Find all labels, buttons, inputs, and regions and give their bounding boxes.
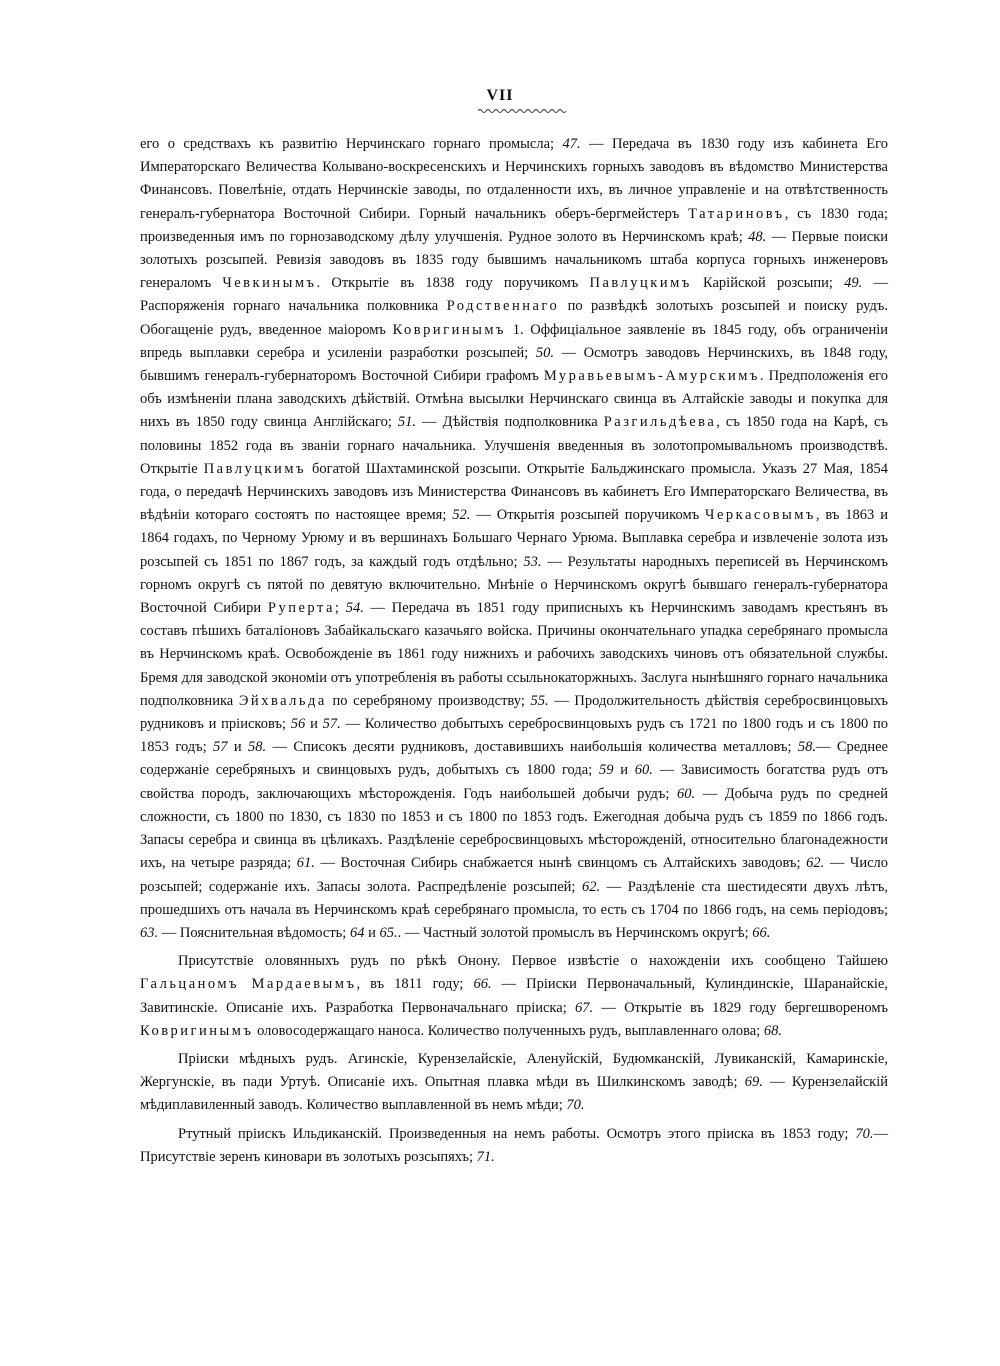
page-reference: 55. — [530, 692, 549, 709]
page-reference: 47. — [562, 136, 581, 152]
page-reference: 61. — [296, 855, 315, 872]
page-reference: 56 — [290, 716, 306, 733]
text-segment: , въ 1863 и 1864 годахъ, по Черному Урюму и въ вершинахъ Большаго Чернаго Урюма. Выплавка серебра и извлеченіе золота изъ розсыпей съ 1851 по 1867 годъ, за каждый годъ отдѣльно; — [140, 507, 888, 570]
text-segment: — Курензелайскій мѣдиплавиленный заводъ. Количество выплавленной въ немъ мѣди; — [140, 1074, 888, 1114]
text-segment: — Добыча рудъ по средней сложности, съ 1800 по 1830, съ 1830 по 1853 и съ 1800 по 1853 годъ. Ежегодная добыча рудъ съ 1859 по 1866 годъ. Запасы серебра и свинца въ цѣликахъ. Раздѣленіе серебросвинцовыхъ мѣсторожденій, относительно благонадежности ихъ, на четыре разряда; — [140, 785, 888, 872]
page-reference: 66. — [752, 924, 771, 941]
spaced-name: Разгильдѣева — [603, 414, 717, 431]
text-segment: — Открытіе въ 1829 году бергешвореномъ — [593, 999, 888, 1016]
text-segment: — Списокъ десяти рудниковъ, доставившихъ наибольшія количества металловъ; — [266, 739, 798, 756]
text-segment: . Предположенія его объ измѣненіи плана заводскихъ дѣйствій. Отмѣна высылки Нерчинскаго свинца въ Алтайскіе заводы и покупка для нихъ въ 1850 году свинца Англійскаго; — [140, 368, 889, 431]
page-reference: 60. — [677, 785, 696, 802]
page-reference: 51. — [397, 414, 417, 431]
text-segment: по серебряному производству; — [326, 692, 531, 709]
page-reference: 71. — [476, 1148, 495, 1165]
text-segment: — Передача въ 1830 году изъ кабинета Его Императорскаго Величества Колывано-воскресенскихъ и Нерчинскихъ горныхъ заводовъ въ вѣдомство Министерства Финансовъ. Повелѣніе, отдать Нерчинскіе заводы, по отдаленности ихъ, въ личное управленіе и на отвѣтственность генералъ-губернатора Восточной Сибири. Горный начальникъ оберъ-бергмейстеръ — [140, 136, 888, 222]
text-segment: — Результаты народныхъ переписей въ Нерчинскомъ горномъ округѣ съ пятой по девятую включительно. Мнѣніе о Нерчинскомъ округѣ бывшаго генералъ-губернатора Восточной Сибири — [140, 553, 888, 617]
spaced-name: Павлуцкимъ — [589, 275, 692, 292]
text-segment: . — Частный золотой промыслъ въ Нерчинскомъ округѣ; — [397, 924, 753, 941]
text-segment: и — [227, 739, 248, 756]
text-segment: — Пріиски Первоначальный, Кулиндинскіе, Шаранайскіе, Завитинскіе. Описаніе ихъ. Разработка Первоначальнаго пріиска; — [140, 976, 888, 1016]
text-segment: — Пояснительная вѣдомость; — [158, 924, 350, 941]
page-reference: 50. — [535, 344, 555, 361]
page-reference: 53. — [523, 553, 542, 570]
text-segment: оловосодержащаго наноса. Количество полученныхъ рудъ, выплавленнаго олова; — [253, 1022, 764, 1039]
spaced-name: Эйхвальда — [238, 692, 327, 709]
page-reference: 70. — [566, 1097, 585, 1114]
text-segment: — Количество добытыхъ серебросвинцовыхъ рудъ съ 1721 по 1800 годъ и съ 1800 по 1853 годъ; — [140, 716, 888, 756]
spaced-name: Гальцаномъ Мардаевымъ — [140, 976, 357, 993]
text-segment: по развѣдкѣ золотыхъ розсыпей и поиску рудъ. Обогащеніе рудъ, введенное маіоромъ — [140, 298, 888, 338]
spaced-name: Черкасовымъ — [705, 507, 816, 524]
page-reference: 63. — [140, 924, 159, 941]
text-segment: — Дѣйствія подполковника — [416, 414, 604, 431]
page-reference: 65. — [379, 924, 398, 941]
page-reference: 70. — [855, 1125, 874, 1142]
text-segment: — Число розсыпей; содержаніе ихъ. Запасы золота. Распредѣленіе розсыпей; — [140, 855, 889, 895]
header-ornament — [478, 108, 566, 114]
paragraph — [140, 133, 888, 945]
spaced-name: Ковригинымъ — [140, 1022, 254, 1039]
page-reference: 59 — [598, 762, 614, 779]
text-segment: — Распоряженія горнаго начальника полковника — [140, 275, 888, 315]
spaced-name: Муравьевымъ-Амурскимъ — [543, 368, 760, 385]
text-segment: — Первые поиски золотыхъ розсыпей. Ревизія заводовъ въ 1835 году бывшимъ начальникомъ штаба корпуса горныхъ инженеровъ генераломъ — [140, 228, 888, 292]
text-segment: Пріиски мѣдныхъ рудъ. Агинскіе, Курензелайскіе, Аленуйскій, Будюмканскій, Лувиканскій, Камаринскіе, Жергунскіе, въ пади Уртуѣ. Описаніе ихъ. Опытная плавка мѣди въ Шилкинскомъ заводѣ; — [140, 1050, 888, 1091]
text-segment: — Открытія розсыпей поручикомъ — [470, 507, 706, 524]
page-reference: 60. — [634, 762, 653, 779]
text-segment: Ртутный пріискъ Ильдиканскій. Произведенныя на немъ работы. Осмотръ этого пріиска въ 1853 году; — [178, 1125, 856, 1142]
text-segment: — Восточная Сибирь снабжается нынѣ свинцомъ съ Алтайскихъ заводовъ; — [314, 855, 807, 872]
page-reference: 58. — [248, 739, 267, 756]
text-segment: — Продолжительность дѣйствія серебросвинцовыхъ рудниковъ и пріисковъ; — [140, 692, 888, 733]
text-segment: — Зависимость богатства рудъ отъ свойства породъ, заключающихъ мѣсторожденія. Годъ наибольшей добычи рудъ; — [140, 762, 888, 802]
body-text — [140, 133, 888, 1169]
text-segment: — Присутствіе зеренъ киновари въ золотыхъ розсыпяхъ; — [140, 1125, 888, 1165]
page-reference: 48. — [748, 228, 767, 245]
spaced-name: Татариновъ — [688, 205, 785, 222]
text-segment: , въ 1811 году; — [356, 976, 474, 993]
text-segment: и — [364, 924, 380, 941]
paragraph — [140, 950, 888, 1043]
text-segment: — Среднее содержаніе серебряныхъ и свинцовыхъ рудъ, добытыхъ съ 1800 года; — [140, 739, 888, 779]
paragraph — [140, 1048, 888, 1118]
page-reference: 57 — [213, 739, 228, 756]
text-segment: — Передача въ 1851 году приписныхъ къ Нерчинскимъ заводамъ крестьянъ въ составъ пѣшихъ баталіоновъ Забайкальскаго казачьяго войска. Причины окончательнаго упадка серебрянаго промысла въ Нерчинскомъ краѣ. Освобожденіе въ 1861 году нижнихъ и рабочихъ заводскихъ чиновъ отъ обязательной службы. Бремя для заводской экономіи отъ употребленія въ работы ссыльнокаторжныхъ. Заслуга нынѣшняго горнаго начальника подполковника — [140, 600, 888, 709]
page-reference: 62. — [806, 855, 825, 872]
text-segment: и — [613, 762, 635, 779]
page-reference: 57. — [322, 716, 341, 733]
page-reference: 68. — [763, 1022, 782, 1039]
page-reference: 67. — [574, 999, 594, 1016]
text-segment: — Раздѣленіе ста шестидесяти двухъ лѣтъ, прошедшихъ отъ начала въ Нерчинскомъ краѣ серебрянаго промысла, то есть съ 1704 по 1866 годъ, на семь періодовъ; — [140, 878, 888, 918]
page-reference: 64 — [349, 924, 365, 941]
text-segment: Присутствіе оловянныхъ рудъ по рѣкѣ Онону. Первое извѣстіе о нахожденіи ихъ сообщено Тайшею — [178, 953, 888, 970]
text-segment: , съ 1850 года на Карѣ, съ половины 1852 года въ званіи горнаго начальника. Улучшенія введенныя въ золотопромывальномъ производствѣ. Открытіе — [140, 414, 888, 477]
text-segment: ; — [334, 600, 346, 617]
page-reference: 49. — [844, 275, 863, 292]
spaced-name: Павлуцкимъ — [203, 460, 306, 477]
page-number: VII — [486, 87, 514, 104]
text-segment: , съ 1830 года; произведенныя имъ по горнозаводскому дѣлу улучшенія. Рудное золото въ Нерчинскомъ краѣ; — [140, 205, 888, 245]
page-reference: 69. — [744, 1074, 763, 1091]
page-reference: 66. — [473, 976, 492, 993]
spaced-name: Руперта — [267, 600, 335, 617]
text-segment: . Открытіе въ 1838 году поручикомъ — [316, 275, 590, 292]
spaced-name: Родственнаго — [446, 298, 560, 315]
text-segment: Карійской розсыпи; — [691, 275, 845, 292]
text-segment: богатой Шахтаминской розсыпи. Открытіе Бальджинскаго промысла. Указъ 27 Мая, 1854 года, о передачѣ Нерчинскихъ заводовъ изъ Министерства Финансовъ въ кабинетъ Его Императорскаго Величества, въ вѣдѣніи котораго состоятъ по настоящее время; — [140, 460, 888, 524]
text-segment: его о средствахъ къ развитію Нерчинскаго горнаго промысла; — [140, 136, 563, 152]
spaced-name: Ковригинымъ — [392, 321, 507, 338]
page-reference: 58. — [797, 739, 816, 756]
text-segment: и — [305, 716, 323, 733]
page-reference: 54. — [345, 600, 364, 617]
page-reference: 52. — [452, 507, 471, 524]
page-reference: 62. — [581, 878, 601, 895]
text-segment: — Осмотръ заводовъ Нерчинскихъ, въ 1848 году, бывшимъ генералъ-губернаторомъ Восточной Сибири графомъ — [140, 344, 888, 385]
page-header — [0, 86, 1000, 106]
text-segment: 1. Оффиціальное заявленіе въ 1845 году, объ ограниченіи впредь выплавки серебра и усиленіи разработки розсыпей; — [140, 321, 888, 361]
spaced-name: Чевкинымъ — [222, 275, 317, 292]
paragraph — [140, 1123, 888, 1169]
